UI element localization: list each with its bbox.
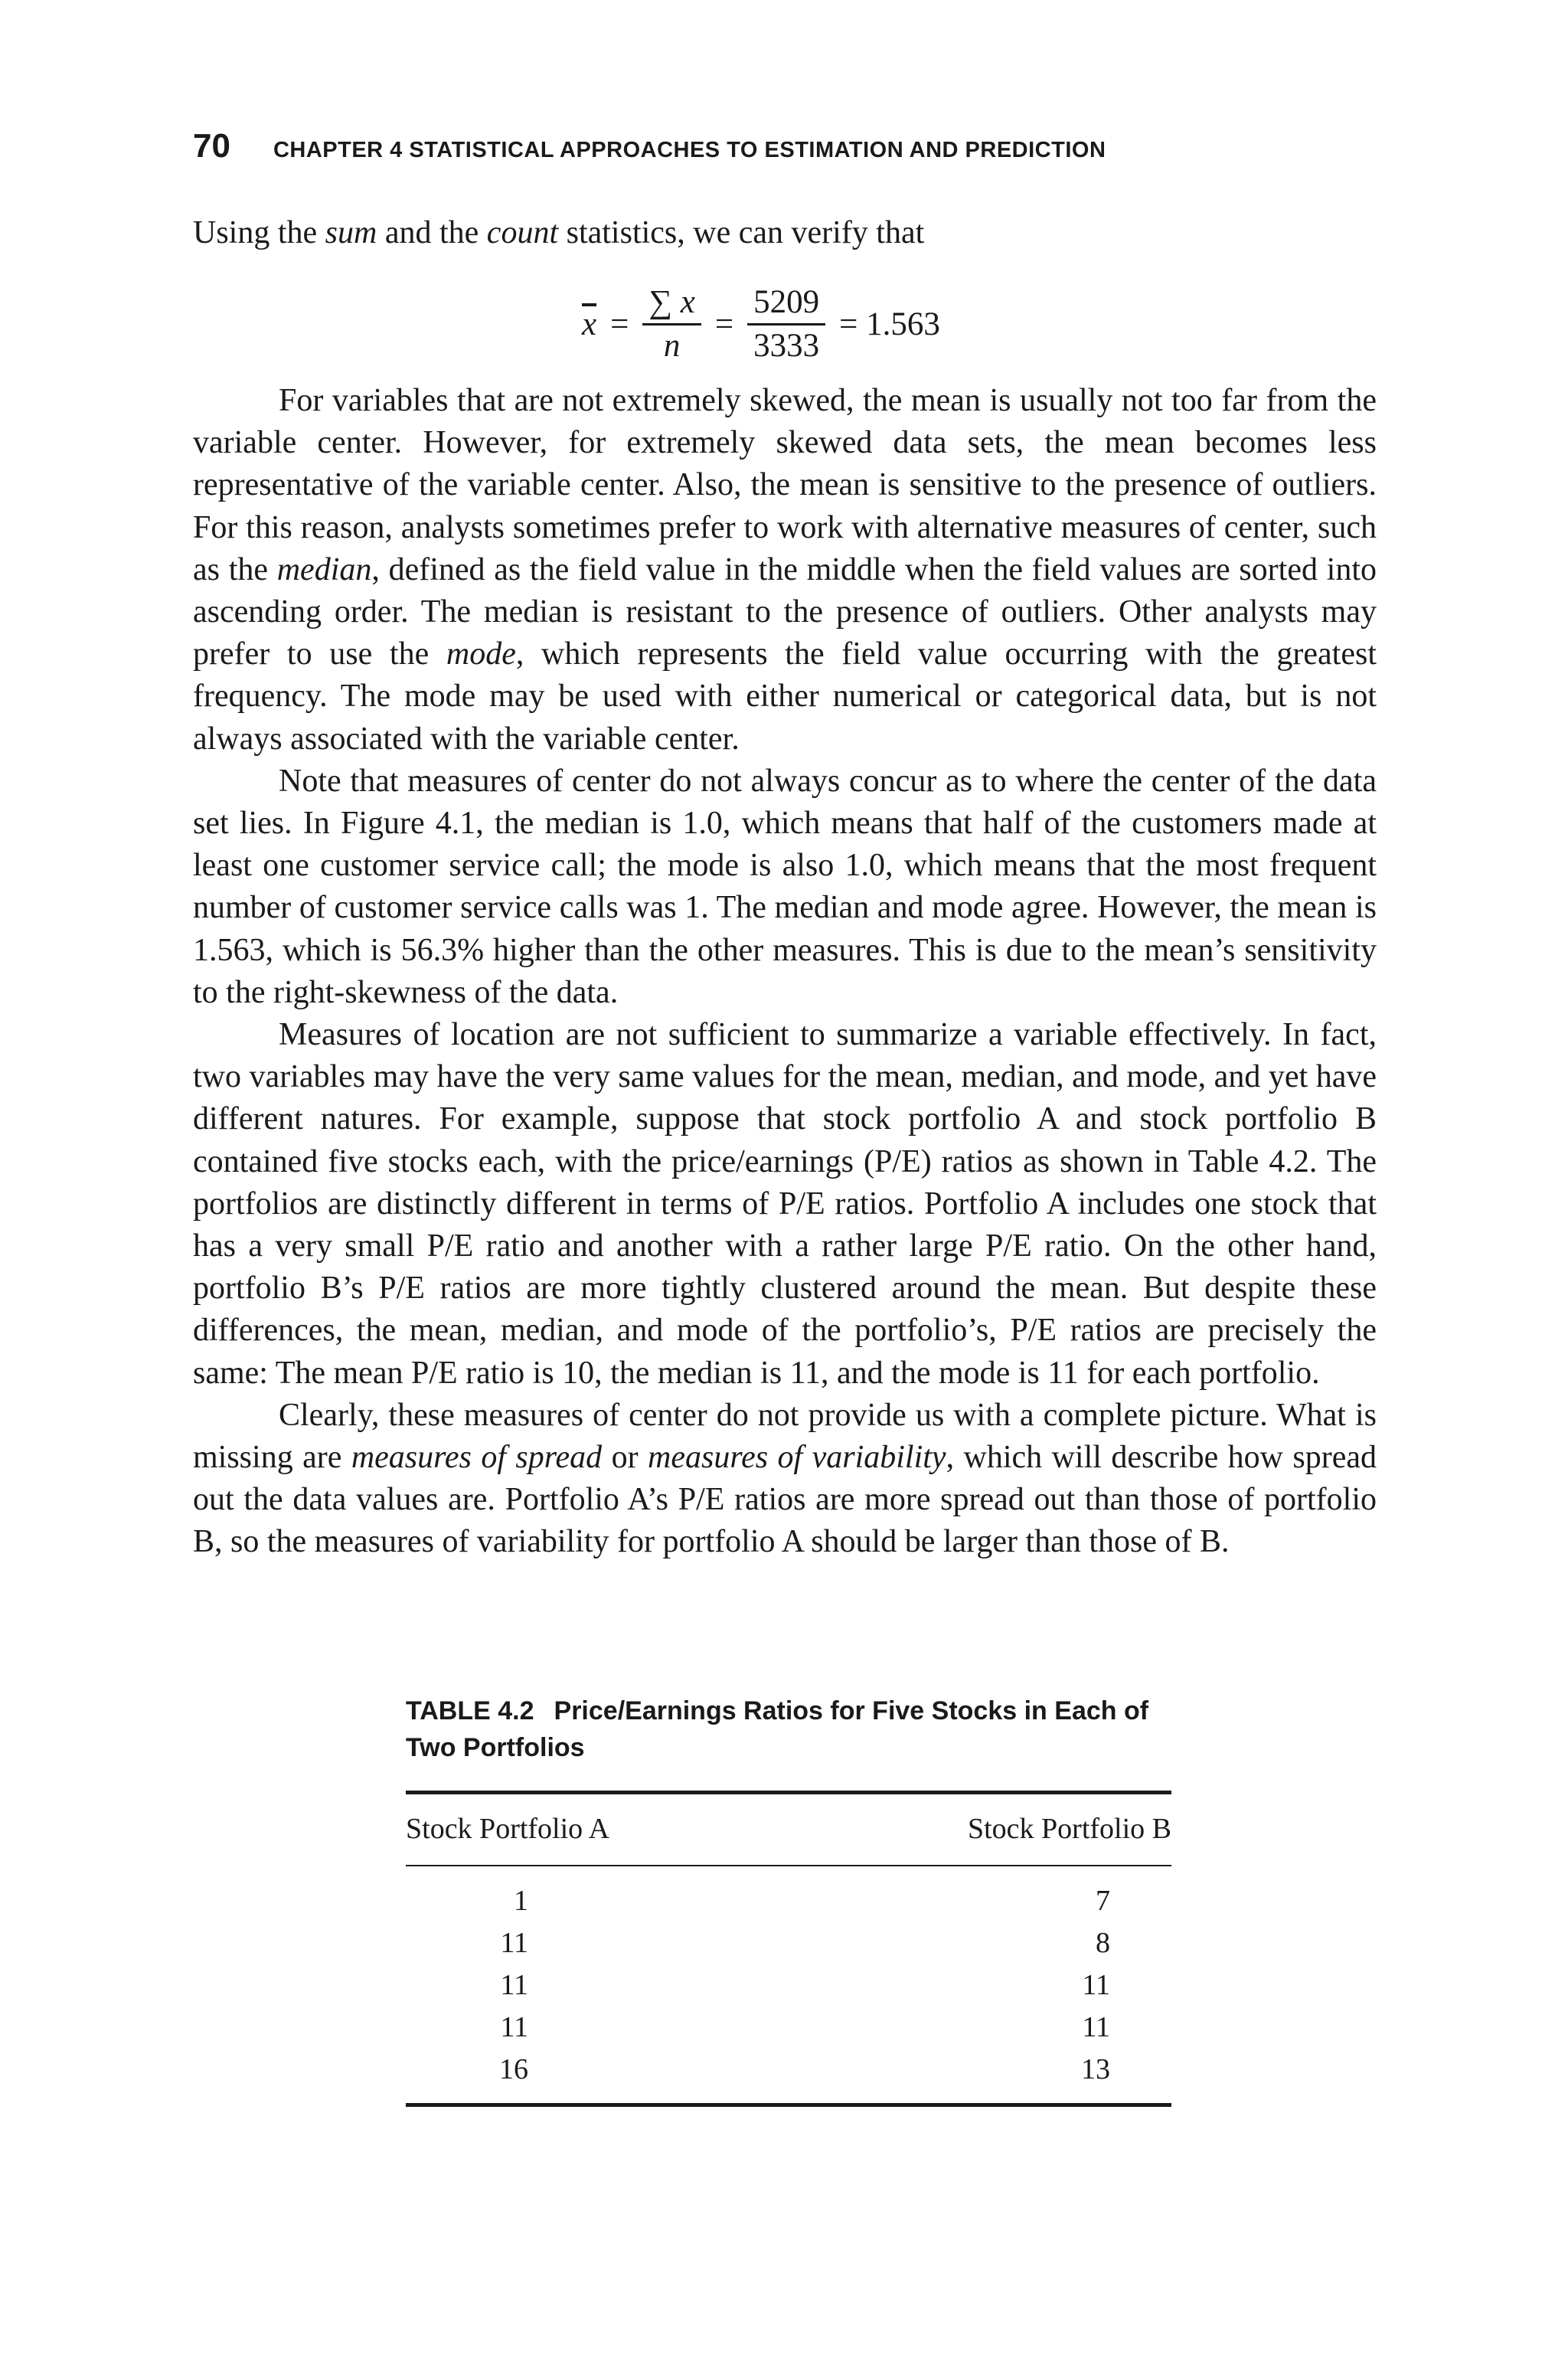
cell-portfolio-b: 11 bbox=[1082, 1969, 1110, 2001]
formula-sum-x: ∑ x bbox=[642, 282, 701, 325]
table-header-row bbox=[406, 1794, 1171, 1865]
paragraph-1-part-a: For variables that are not extremely skewed, the mean is usually not too far from the variable center. However, for extremely skewed data sets, the mean becomes less representative of the variable center. Also, the mean is sensitive to the presence of outliers. For this reason, analysts sometimes prefer to work with alternative measures of center, such as the bbox=[193, 383, 1377, 587]
table-row bbox=[406, 1922, 1171, 1964]
mean-formula bbox=[582, 279, 954, 369]
formula-result: = 1.563 bbox=[839, 306, 940, 342]
column-header-portfolio-a: Stock Portfolio A bbox=[406, 1813, 610, 1845]
cell-portfolio-b: 13 bbox=[1081, 2053, 1110, 2085]
table-bottom-rule bbox=[406, 2103, 1171, 2107]
paragraph-1-part-b: , defined as the field value in the middle when the field values are sorted into ascending order. The median is resistant to the presence of outliers. Other analysts may prefer to use the bbox=[193, 551, 1377, 672]
formula-numerator: 5209 bbox=[747, 282, 825, 325]
intro-term-sum: sum bbox=[325, 215, 377, 250]
intro-text-1: Using the bbox=[193, 215, 325, 250]
paragraph-4 bbox=[193, 1395, 1377, 1564]
intro-text-3: statistics, we can verify that bbox=[558, 215, 925, 250]
paragraph-1-part-c: , which represents the field value occurring with the greatest frequency. The mode may be used with either numerical or categorical data, but is not always associated with the variable center. bbox=[193, 636, 1377, 757]
intro-text-2: and the bbox=[377, 215, 487, 250]
body-text bbox=[193, 380, 1377, 1564]
table-caption-text: Price/Earnings Ratios for Five Stocks in Each of Two Portfolios bbox=[406, 1696, 1149, 1762]
intro-term-count: count bbox=[486, 215, 559, 250]
table-label: TABLE 4.2 bbox=[406, 1696, 534, 1725]
paragraph-4-part-a: Clearly, these measures of center do not provide us with a complete picture. What is missing are bbox=[193, 1397, 1377, 1476]
table-row bbox=[406, 1964, 1171, 2007]
formula-equals-1: = bbox=[610, 306, 629, 342]
chapter-title: CHAPTER 4 STATISTICAL APPROACHES TO ESTIMATION AND PREDICTION bbox=[273, 138, 1106, 162]
cell-portfolio-a: 16 bbox=[499, 2053, 528, 2085]
cell-portfolio-a: 1 bbox=[514, 1885, 528, 1917]
cell-portfolio-a: 11 bbox=[500, 1969, 528, 2001]
paragraph-2: Note that measures of center do not always concur as to where the center of the data set lies. In Figure 4.1, the median is 1.0, which means that half of the customers made at least one customer service call; the mode is also 1.0, which means that the most frequent number of customer service calls was 1. The median and mode agree. However, the mean is 1.563, which is 56.3% higher than the other measures. This is due to the mean’s sensitivity to the right-skewness of the data. bbox=[193, 763, 1377, 1010]
intro-sentence bbox=[193, 211, 924, 254]
formula-denominator: 3333 bbox=[753, 327, 820, 364]
running-header bbox=[193, 127, 1106, 165]
term-measures-of-spread: measures of spread bbox=[351, 1440, 603, 1476]
term-measures-of-variability: measures of variability bbox=[648, 1440, 946, 1476]
pe-ratio-table bbox=[406, 1791, 1171, 2107]
formula-xbar: $\overline{x}$ bbox=[582, 306, 597, 342]
formula-equals-2: = bbox=[714, 306, 734, 342]
table-caption bbox=[406, 1693, 1171, 1766]
cell-portfolio-b: 7 bbox=[1096, 1885, 1110, 1917]
table-row bbox=[406, 2007, 1171, 2049]
paragraph-1 bbox=[193, 380, 1377, 760]
page-number: 70 bbox=[193, 127, 230, 165]
formula-sum-over-n bbox=[642, 282, 701, 367]
cell-portfolio-a: 11 bbox=[500, 1927, 528, 1959]
paragraph-4-or: or bbox=[602, 1440, 648, 1476]
term-median: median bbox=[276, 551, 372, 587]
table-row bbox=[406, 1880, 1171, 1922]
table-body bbox=[406, 1866, 1171, 2103]
cell-portfolio-b: 8 bbox=[1096, 1927, 1110, 1959]
paragraph-4-part-b: , which will describe how spread out the data values are. Portfolio A’s P/E ratios are more spread out than those of portfolio B, so the measures of variability for portfolio A should be larger than those of B. bbox=[193, 1440, 1377, 1560]
cell-portfolio-b: 11 bbox=[1082, 2011, 1110, 2043]
table-row bbox=[406, 2049, 1171, 2091]
paragraph-3: Measures of location are not sufficient to summarize a variable effectively. In fact, two variables may have the very same values for the mean, median, and mode, and yet have different natures. For example, suppose that stock portfolio A and stock portfolio B contained five stocks each, with the price/earnings (P/E) ratios as shown in Table 4.2. The portfolios are distinctly different in terms of P/E ratios. Portfolio A includes one stock that has a very small P/E ratio and another with a rather large P/E ratio. On the other hand, portfolio B’s P/E ratios are more tightly clustered around the mean. But despite these differences, the mean, median, and mode of the portfolio’s, P/E ratios are precisely the same: The mean P/E ratio is 10, the median is 11, and the mode is 11 for each portfolio. bbox=[193, 1017, 1377, 1391]
formula-numeric-fraction bbox=[747, 282, 825, 367]
term-mode: mode bbox=[446, 636, 516, 672]
cell-portfolio-a: 11 bbox=[500, 2011, 528, 2043]
formula-n: n bbox=[663, 327, 681, 364]
column-header-portfolio-b: Stock Portfolio B bbox=[967, 1813, 1171, 1845]
